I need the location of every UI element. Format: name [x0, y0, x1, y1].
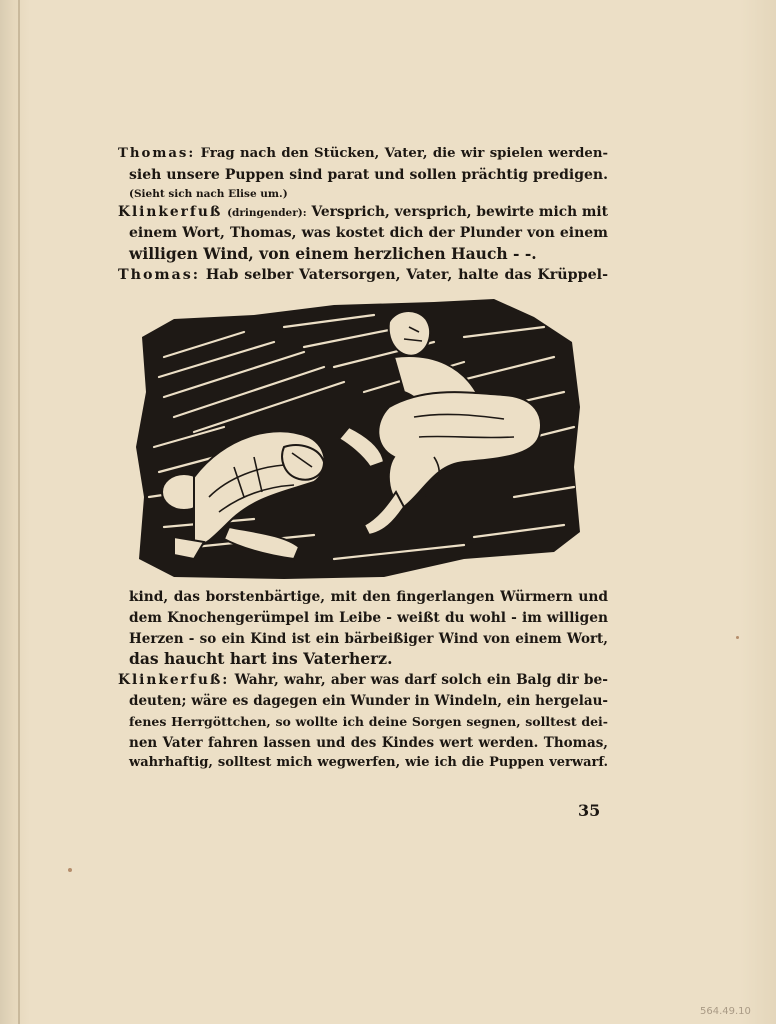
dialogue-line: das haucht hart ins Vaterherz.	[129, 649, 393, 669]
archive-mark: 564.49.10	[700, 1006, 751, 1017]
dialogue-text: Frag nach den Stücken, Vater, die wir spielen werden-	[200, 146, 608, 161]
stage-direction: (Sieht sich nach Elise um.)	[129, 187, 288, 200]
dialogue-line: deuten; wäre es dagegen ein Wunder in Windeln, ein hergelau-	[129, 692, 608, 709]
dialogue-line: kind, das borstenbärtige, mit den fingerlangen Würmern und	[129, 589, 608, 605]
dialogue-text: Versprich, versprich, bewirte mich mit	[311, 203, 608, 220]
speaker-name: Thomas:	[118, 146, 196, 161]
dialogue-line: fenes Herrgöttchen, so wollte ich deine Sorgen segnen, solltest dei-	[129, 713, 608, 729]
dialogue-line: willigen Wind, von einem herzlichen Hauch - -.	[129, 244, 537, 264]
dialogue-line: Herzen - so ein Kind ist ein bärbeißiger Wind von einem Wort,	[129, 630, 608, 647]
stage-direction: (dringender):	[227, 206, 307, 219]
paper-speck	[68, 868, 72, 872]
dialogue-line	[118, 202, 608, 224]
speaker-name: Klinkerfuß:	[118, 672, 230, 689]
dialogue-line	[118, 265, 608, 286]
dialogue-line: sieh unsere Puppen sind parat und sollen prächtig predigen.	[129, 166, 608, 183]
woodcut-illustration	[134, 297, 584, 582]
dialogue-text: Wahr, wahr, aber was darf solch ein Balg dir be-	[234, 672, 608, 689]
dialogue-line: dem Knochengerümpel im Leibe - weißt du wohl - im willigen	[129, 609, 608, 626]
page-gutter	[18, 0, 20, 1024]
page-number: 35	[578, 801, 601, 820]
paper-speck	[736, 636, 739, 639]
dialogue-line	[118, 670, 608, 691]
dialogue-top	[118, 144, 608, 286]
dialogue-text: Hab selber Vatersorgen, Vater, halte das Krüppel-	[205, 266, 608, 283]
speaker-name: Klinkerfuß	[118, 203, 223, 220]
dialogue-line	[118, 144, 608, 165]
dialogue-line: einem Wort, Thomas, was kostet dich der Plunder von einem	[129, 225, 608, 242]
dialogue-line: nen Vater fahren lassen und des Kindes wert werden. Thomas,	[129, 734, 608, 751]
dialogue-bottom	[118, 587, 608, 774]
speaker-name: Thomas:	[118, 266, 201, 283]
dialogue-line: wahrhaftig, solltest mich wegwerfen, wie ich die Puppen verwarf.	[129, 755, 608, 771]
